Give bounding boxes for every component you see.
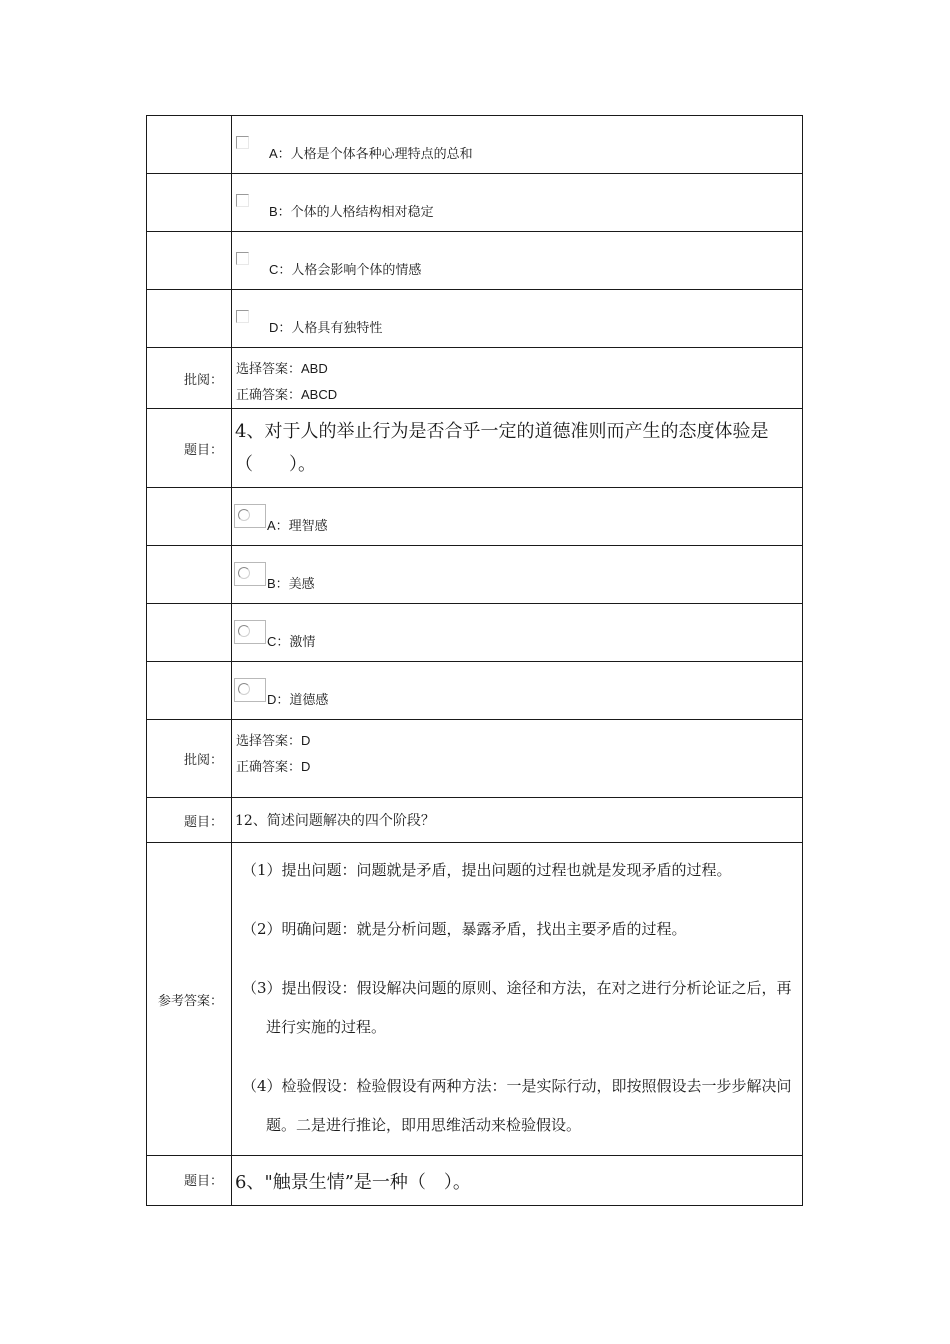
radio-circle-icon (238, 625, 250, 637)
checkbox-icon[interactable] (236, 136, 249, 149)
exam-review-table (146, 115, 803, 1206)
option-row (147, 232, 803, 290)
option-text: D：道德感 (267, 692, 329, 708)
review-answers (232, 348, 803, 409)
answer-step-1: （1）提出问题：问题就是矛盾，提出问题的过程也就是发现矛盾的过程。 (242, 861, 732, 879)
option-row (147, 662, 803, 720)
option-d[interactable] (232, 662, 802, 719)
row-label-empty (147, 174, 232, 232)
checkbox-icon[interactable] (236, 310, 249, 323)
option-text: C：激情 (267, 634, 316, 650)
option-b[interactable] (232, 546, 802, 603)
checkbox-icon[interactable] (236, 252, 249, 265)
radio-button[interactable] (234, 678, 266, 702)
row-label-empty (147, 662, 232, 720)
option-row (147, 174, 803, 232)
review-answers (232, 720, 803, 798)
option-row (147, 488, 803, 546)
selected-answer: 选择答案：ABD (236, 361, 328, 377)
radio-button[interactable] (234, 504, 266, 528)
answer-step-3: （3）提出假设：假设解决问题的原则、途径和方法，在对之进行分析论证之后，再进行实施的过程。 (242, 979, 792, 1036)
option-a[interactable] (232, 116, 802, 173)
option-c[interactable] (232, 604, 802, 661)
question-row (147, 798, 803, 843)
answer-step-2: （2）明确问题：就是分析问题，暴露矛盾，找出主要矛盾的过程。 (242, 920, 687, 938)
row-label-empty (147, 604, 232, 662)
option-row (147, 290, 803, 348)
option-text: B：个体的人格结构相对稳定 (269, 204, 434, 220)
option-text: A：人格是个体各种心理特点的总和 (269, 146, 473, 162)
answer-row (147, 843, 803, 1156)
option-c[interactable] (232, 232, 802, 289)
review-row (147, 348, 803, 409)
radio-circle-icon (238, 509, 250, 521)
correct-answer: 正确答案：ABCD (236, 387, 338, 403)
row-label-empty (147, 290, 232, 348)
review-label: 批阅： (147, 720, 232, 798)
row-label-empty (147, 232, 232, 290)
question-label: 题目： (147, 1156, 232, 1206)
option-a[interactable] (232, 488, 802, 545)
radio-circle-icon (238, 683, 250, 695)
row-label-empty (147, 546, 232, 604)
question-text: 6、"触景生情”是一种（ ）。 (232, 1156, 803, 1206)
radio-button[interactable] (234, 562, 266, 586)
option-row (147, 116, 803, 174)
row-label-empty (147, 488, 232, 546)
option-text: A：理智感 (267, 518, 328, 534)
radio-circle-icon (238, 567, 250, 579)
checkbox-icon[interactable] (236, 194, 249, 207)
answer-label: 参考答案： (147, 843, 232, 1156)
question-row (147, 409, 803, 488)
option-row (147, 546, 803, 604)
option-row (147, 604, 803, 662)
option-b[interactable] (232, 174, 802, 231)
reference-answer (232, 843, 803, 1156)
review-label: 批阅： (147, 348, 232, 409)
question-row (147, 1156, 803, 1206)
option-text: D：人格具有独特性 (269, 320, 383, 336)
option-text: C：人格会影响个体的情感 (269, 262, 422, 278)
selected-answer: 选择答案：D (236, 733, 311, 749)
option-d[interactable] (232, 290, 802, 347)
option-text: B：美感 (267, 576, 315, 592)
correct-answer: 正确答案：D (236, 759, 311, 775)
question-label: 题目： (147, 798, 232, 843)
radio-button[interactable] (234, 620, 266, 644)
review-row (147, 720, 803, 798)
answer-step-4: （4）检验假设：检验假设有两种方法：一是实际行动，即按照假设去一步步解决问题。二是进行推论，即用思维活动来检验假设。 (242, 1077, 792, 1134)
question-text: 4、对于人的举止行为是否合乎一定的道德准则而产生的态度体验是（ ）。 (232, 409, 803, 488)
question-text: 12、简述问题解决的四个阶段？ (232, 798, 803, 843)
row-label-empty (147, 116, 232, 174)
question-label: 题目： (147, 409, 232, 488)
